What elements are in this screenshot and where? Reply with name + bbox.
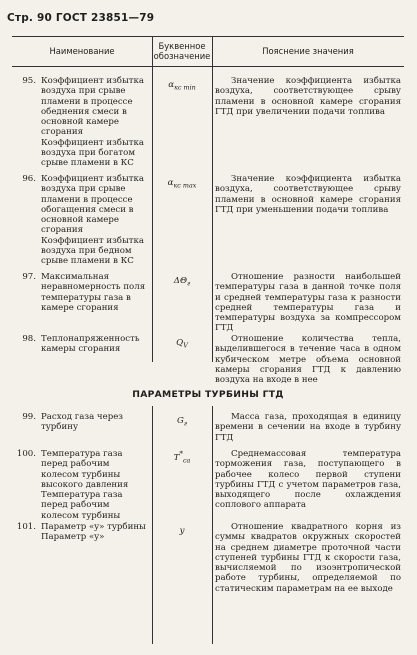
column-divider xyxy=(152,406,153,644)
term-symbol: $\alpha_{кс min}$ xyxy=(168,79,196,92)
term-name xyxy=(41,174,149,267)
term-explanation: Отношение количества тепла, выделившегося в течение часа в одном кубическом метре объема основной камеры сгорания ГТД к давлению воздуха на входе в нее xyxy=(215,334,401,386)
term-symbol: $G_г$ xyxy=(176,415,188,428)
column-divider xyxy=(212,36,213,362)
term-name-line: Коэффициент избытка воздуха при богатом срыве пламени в КС xyxy=(41,137,145,169)
term-name xyxy=(41,412,149,433)
term-number: 96. xyxy=(22,174,36,184)
term-number: 100. xyxy=(16,449,36,459)
terms-table xyxy=(12,36,404,644)
section-title: ПАРАМЕТРЫ ТУРБИНЫ ГТД xyxy=(132,389,284,400)
term-name-line: Температура газа перед рабочим колесом турбины xyxy=(41,490,123,521)
page-header: Стр. 90 ГОСТ 23851—79 xyxy=(7,12,155,24)
term-symbol: $T^*_{са}$ xyxy=(173,449,191,465)
term-name xyxy=(41,449,149,521)
term-name-line: Параметр «y» xyxy=(41,532,105,543)
column-header-symbol: Буквенное обозначение xyxy=(153,41,211,61)
term-symbol: $Q_V$ xyxy=(176,337,188,350)
term-number: 101. xyxy=(16,522,36,532)
term-explanation: Отношение квадратного корня из суммы квадратов окружных скоростей на среднем диаметре проточной части ступеней турбины ГТД к скорости газа, вычисляемой по изоэнтропической работе турбины, определяемой по статическим параметрам на ее выходе xyxy=(215,522,401,594)
term-name xyxy=(41,76,149,169)
term-explanation: Масса газа, проходящая в единицу времени в сечении на входе в турбину ГТД xyxy=(215,412,401,443)
term-symbol: $\Delta\Theta_г$ xyxy=(173,275,191,288)
term-name-line: Максимальная неравномерность поля температуры газа в камере сгорания xyxy=(41,272,146,313)
term-name-line: Параметр «y» турбины xyxy=(41,522,146,532)
term-number: 97. xyxy=(22,272,36,282)
term-number: 98. xyxy=(22,334,36,344)
term-explanation: Значение коэффициента избытка воздуха, соответствующее срыву пламени в основной камере сгорания ГТД при увеличении подачи топлива xyxy=(215,76,401,117)
term-name xyxy=(41,334,149,355)
term-name xyxy=(41,272,149,313)
header-bottom-border xyxy=(12,66,404,67)
term-explanation: Значение коэффициента избытка воздуха, соответствующее срыву пламени в основной камере сгорания ГТД при уменьшении подачи топлива xyxy=(215,174,401,215)
term-name-line: Теплонапряженность камеры сгорания xyxy=(41,334,140,355)
term-name-line: Коэффициент избытка воздуха при срыве пламени в процессе обеднения смеси в основной камере сгорания xyxy=(41,76,145,138)
term-name-line: Коэффициент избытка воздуха при срыве пламени в процессе обогащения смеси в основной камере сгорания xyxy=(41,174,145,236)
term-number: 99. xyxy=(22,412,36,422)
term-symbol: $\alpha_{кс max}$ xyxy=(167,177,197,190)
term-symbol: y xyxy=(179,525,185,536)
column-header-name: Наименование xyxy=(49,46,115,56)
term-name-line: Коэффициент избытка воздуха при бедном срыве пламени в КС xyxy=(41,235,145,267)
column-divider xyxy=(212,406,213,644)
term-number: 95. xyxy=(22,76,36,86)
term-name xyxy=(41,522,149,543)
column-divider xyxy=(152,36,153,362)
term-explanation: Отношение разности наибольшей температуры газа в данной точке поля и средней температуры газа к разности средней температуры газа и температуры воздуха за компрессором ГТД xyxy=(215,272,401,334)
column-header-explanation: Пояснение значения xyxy=(262,46,354,56)
term-explanation: Среднемассовая температура торможения газа, поступающего в рабочее колесо первой ступени турбины ГТД с учетом параметров газа, выходящего после охлаждения соплового аппарата xyxy=(215,449,401,511)
term-name-line: Расход газа через турбину xyxy=(41,412,123,433)
term-name-line: Температура газа перед рабочим колесом турбины высокого давления xyxy=(41,449,129,490)
table-top-border xyxy=(12,36,404,37)
